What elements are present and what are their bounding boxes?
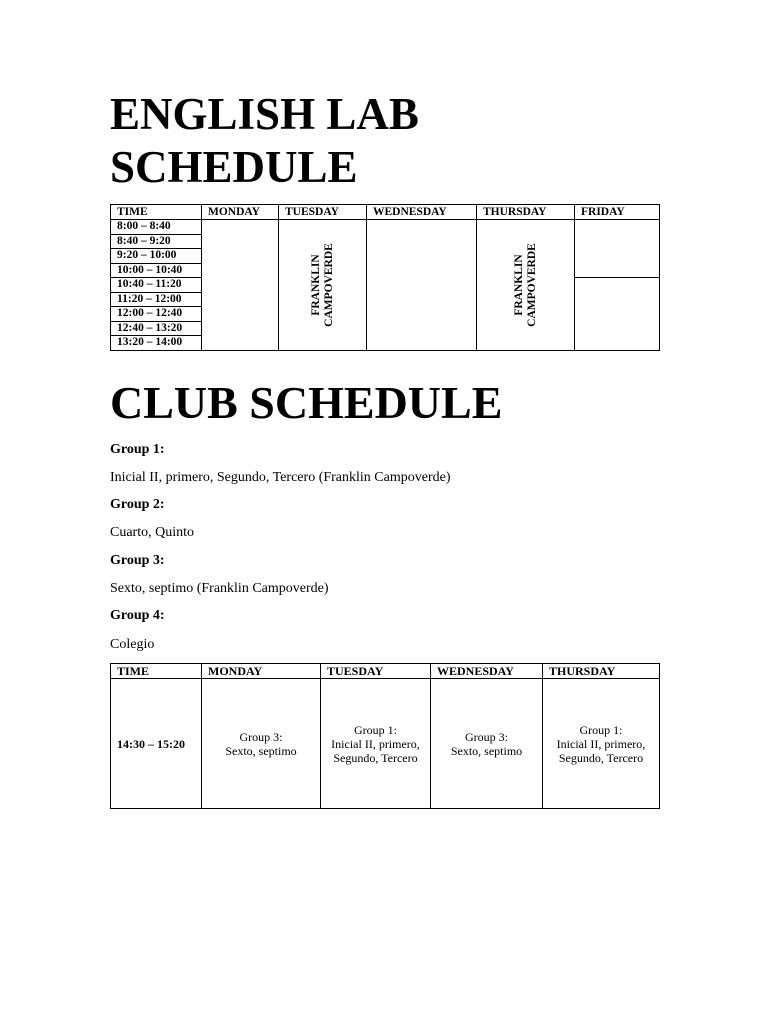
lab-time-cell: 8:00 – 8:40 [111, 220, 202, 235]
group-1-text: Inicial II, primero, Segundo, Tercero (Franklin Campoverde) [110, 470, 451, 485]
cell-grades: Segundo, Tercero [558, 750, 644, 765]
lab-time-cell: 10:40 – 11:20 [111, 278, 202, 293]
lab-header-time: TIME [111, 205, 202, 220]
club-tuesday-cell [321, 679, 431, 809]
club-header-monday: MONDAY [202, 664, 321, 679]
club-schedule-table [110, 663, 660, 809]
cell-grades: Sexto, septimo [450, 743, 523, 758]
teacher-first-name: FRANKLIN [512, 254, 525, 316]
lab-tuesday-teacher [310, 243, 336, 327]
lab-time-cell: 12:00 – 12:40 [111, 307, 202, 322]
lab-time-cell: 10:00 – 10:40 [111, 263, 202, 278]
lab-friday-cell-bottom [575, 278, 660, 351]
club-header-thursday: THURSDAY [543, 664, 660, 679]
lab-row [111, 220, 660, 235]
lab-tuesday-cell [279, 220, 367, 351]
teacher-last-name: CAMPOVERDE [322, 242, 335, 327]
lab-thursday-cell [477, 220, 575, 351]
cell-group: Group 1: [579, 722, 623, 737]
lab-header-wednesday: WEDNESDAY [367, 205, 477, 220]
club-row [111, 679, 660, 809]
cell-grades: Inicial II, primero, [331, 736, 420, 751]
cell-group: Group 1: [354, 722, 397, 737]
lab-wednesday-cell [367, 220, 477, 351]
club-header-tuesday: TUESDAY [321, 664, 431, 679]
cell-grades: Segundo, Tercero [333, 750, 418, 765]
lab-header-monday: MONDAY [202, 205, 279, 220]
group-3-label: Group 3: [110, 553, 165, 568]
lab-time-cell: 13:20 – 14:00 [111, 336, 202, 351]
lab-time-cell: 12:40 – 13:20 [111, 321, 202, 336]
lab-time-cell: 9:20 – 10:00 [111, 249, 202, 264]
group-3-text: Sexto, septimo (Franklin Campoverde) [110, 581, 329, 596]
club-schedule-title: CLUB SCHEDULE [110, 377, 503, 428]
lab-time-cell: 11:20 – 12:00 [111, 292, 202, 307]
lab-friday-cell-top [575, 220, 660, 278]
club-thursday-cell [543, 679, 660, 809]
lab-header-row [111, 205, 660, 220]
lab-header-thursday: THURSDAY [477, 205, 575, 220]
group-4-label: Group 4: [110, 608, 165, 623]
club-wednesday-cell [431, 679, 543, 809]
teacher-first-name: FRANKLIN [309, 254, 322, 316]
lab-monday-cell [202, 220, 279, 351]
cell-group: Group 3: [465, 729, 508, 744]
group-2-text: Cuarto, Quinto [110, 525, 194, 540]
cell-grades: Sexto, septimo [225, 743, 297, 758]
group-1-label: Group 1: [110, 442, 165, 457]
lab-time-cell: 8:40 – 9:20 [111, 234, 202, 249]
club-monday-cell [202, 679, 321, 809]
group-2-label: Group 2: [110, 497, 165, 512]
lab-header-friday: FRIDAY [575, 205, 660, 220]
club-header-row [111, 664, 660, 679]
group-4-text: Colegio [110, 637, 155, 652]
lab-header-tuesday: TUESDAY [279, 205, 367, 220]
lab-schedule-table [110, 204, 660, 351]
club-header-time: TIME [111, 664, 202, 679]
teacher-last-name: CAMPOVERDE [525, 242, 538, 327]
cell-grades: Inicial II, primero, [556, 736, 646, 751]
lab-thursday-teacher [513, 243, 539, 327]
cell-group: Group 3: [239, 729, 283, 744]
lab-schedule-title: ENGLISH LAB SCHEDULE [110, 89, 419, 192]
club-time-cell: 14:30 – 15:20 [111, 679, 202, 809]
club-header-wednesday: WEDNESDAY [431, 664, 543, 679]
